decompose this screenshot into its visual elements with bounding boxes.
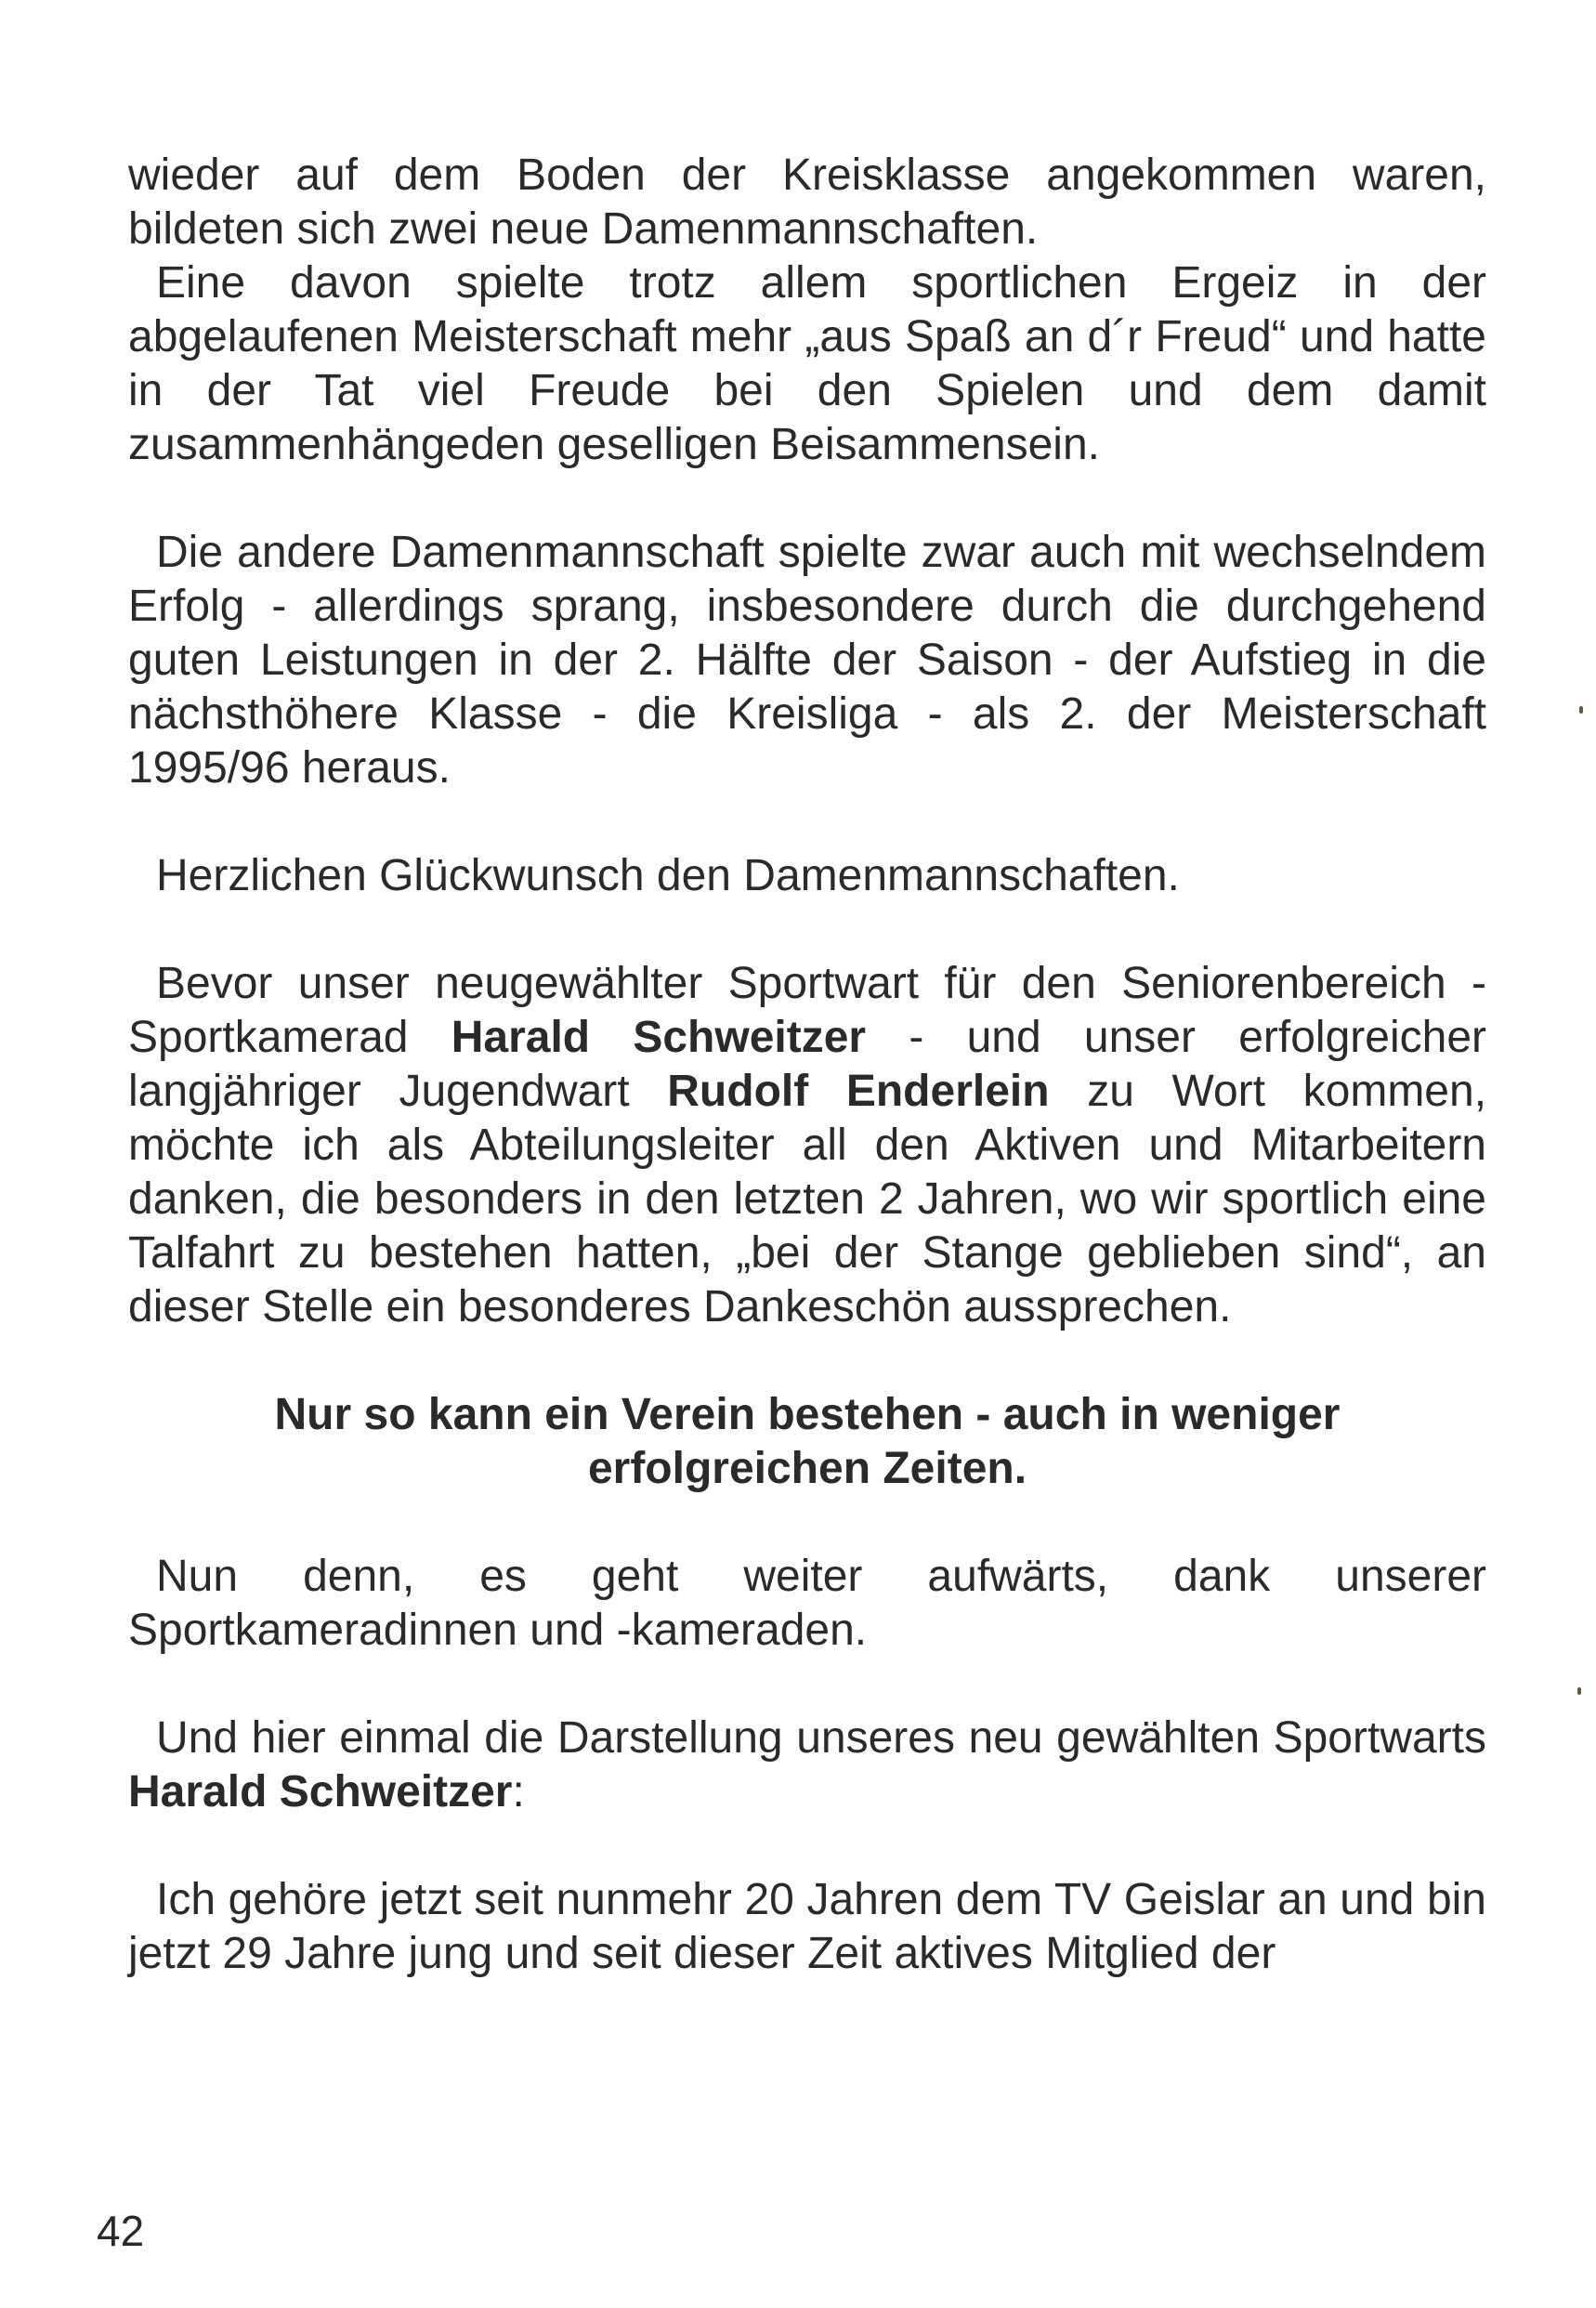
highlight-line-1: Nur so kann ein Verein bestehen - auch in weniger [274,1390,1341,1439]
highlight-statement [128,1388,1486,1496]
paragraph-continuation: wieder auf dem Boden der Kreisklasse angekommen waren, bildeten sich zwei neue Damenmannschaften. [128,151,1486,254]
paragraph-dank-text-2: - und unser erfolgreicher langjähriger Jugendwart [128,1013,1486,1116]
paragraph-damenmannschaft-1: Eine davon spielte trotz allem sportlichen Ergeiz in der abgelaufenen Meisterschaft mehr „aus Spaß an d´r Freud“ und hatte in der Tat viel Freude bei den Spielen und dem damit zusammenhängeden geselligen Beisammensein. [128,258,1486,469]
name-rudolf-enderlein: Rudolf Enderlein [667,1067,1050,1116]
paragraph-dank-text-1: Bevor unser neugewählter Sportwart für den Seniorenbereich - Sportkamerad [128,959,1486,1062]
highlight-line-2: erfolgreichen Zeiten. [587,1444,1027,1493]
paragraph-sportwart-text-1: Und hier einmal die Darstellung unseres neu gewählten Sportwarts [156,1713,1486,1763]
name-harald-schweitzer: Harald Schweitzer [451,1013,867,1062]
paragraph-sportwart-intro [128,1711,1486,1819]
paragraph-dank-text-3: zu Wort kommen, möchte ich als Abteilungsleiter all den Aktiven und Mitarbeitern danken, die besonders in den letzten 2 Jahren, wo wir sportlich eine Talfahrt zu bestehen hatten, „bei der Stange geblieben sind“, an dieser Stelle ein besonderes Dankeschön aussprechen. [128,1067,1487,1331]
page-number: 42 [97,2207,145,2255]
scan-speck [1577,1687,1581,1695]
paragraph-glueckwunsch: Herzlichen Glückwunsch den Damenmannschaften. [156,851,1180,900]
paragraph-sportwart-text-2: : [512,1767,525,1816]
paragraph-aufwaerts: Nun denn, es geht weiter aufwärts, dank unserer Sportkameradinnen und -kameraden. [128,1552,1486,1655]
paragraph-dank [128,957,1486,1334]
paragraph-sportwart-statement: Ich gehöre jetzt seit nunmehr 20 Jahren dem TV Geislar an und bin jetzt 29 Jahre jung und seit dieser Zeit aktives Mitglied der [128,1875,1486,1978]
text-body [128,149,1486,1981]
scan-speck [1579,706,1583,714]
paragraph-damenmannschaft-2: Die andere Damenmannschaft spielte zwar auch mit wechselndem Erfolg - allerdings sprang, insbesondere durch die durchgehend guten Leistungen in der 2. Hälfte der Saison - der Aufstieg in die nächsthöhere Klasse - die Kreisliga - als 2. der Meisterschaft 1995/96 heraus. [128,528,1486,793]
name-harald-schweitzer-2: Harald Schweitzer [128,1767,513,1816]
